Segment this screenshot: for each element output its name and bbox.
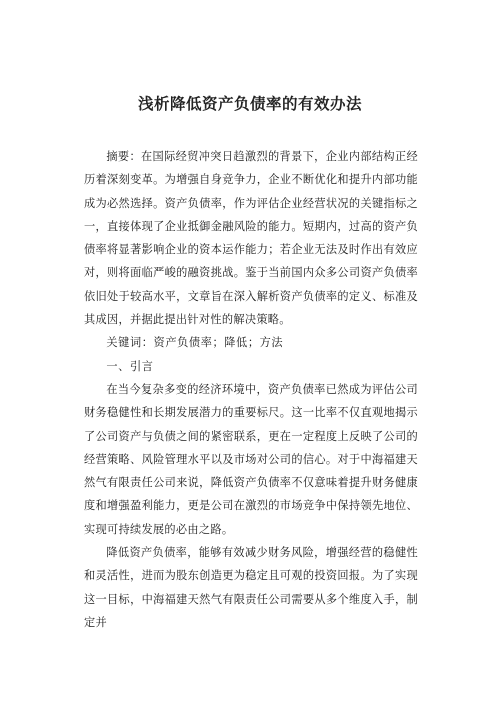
body-paragraph-2: 降低资产负债率，能够有效减少财务风险，增强经营的稳健性和灵活性，进而为股东创造更为稳定且可观的投资回报。为了实现这一目标，中海福建天然气有限责任公司需要从多个维度入手，制定并 [84, 546, 418, 629]
document-title: 浅析降低资产负债率的有效办法 [137, 95, 362, 113]
document-body [84, 145, 418, 634]
body-paragraph-1: 在当今复杂多变的经济环境中，资产负债率已然成为评估公司财务稳健性和长期发展潜力的重要标尺。这一比率不仅直观地揭示了公司资产与负债之间的紧密联系，更在一定程度上反映了公司的经营策略、风险管理水平以及市场对公司的信心。对于中海福建天然气有限责任公司来说，降低资产负债率不仅意味着提升财务健康度和增强盈利能力，更是公司在激烈的市场竞争中保持领先地位、实现可持续发展的必由之路。 [84, 382, 418, 536]
section-heading-introduction: 一、引言 [106, 359, 154, 373]
keywords-line: 关键词：资产负债率；降低；方法 [106, 336, 284, 350]
abstract-paragraph: 摘要：在国际经贸冲突日趋激烈的背景下，企业内部结构正经历着深刻变革。为增强自身竞争力，企业不断优化和提升内部功能成为必然选择。资产负债率，作为评估企业经营状况的关键指标之一，直接体现了企业抵御金融风险的能力。短期内，过高的资产负债率将显著影响企业的资本运作能力；若企业无法及时作出有效应对，则将面临严峻的融资挑战。鉴于当前国内众多公司资产负债率依旧处于较高水平，文章旨在深入解析资产负债率的定义、标准及其成因，并据此提出针对性的解决策略。 [84, 150, 418, 327]
